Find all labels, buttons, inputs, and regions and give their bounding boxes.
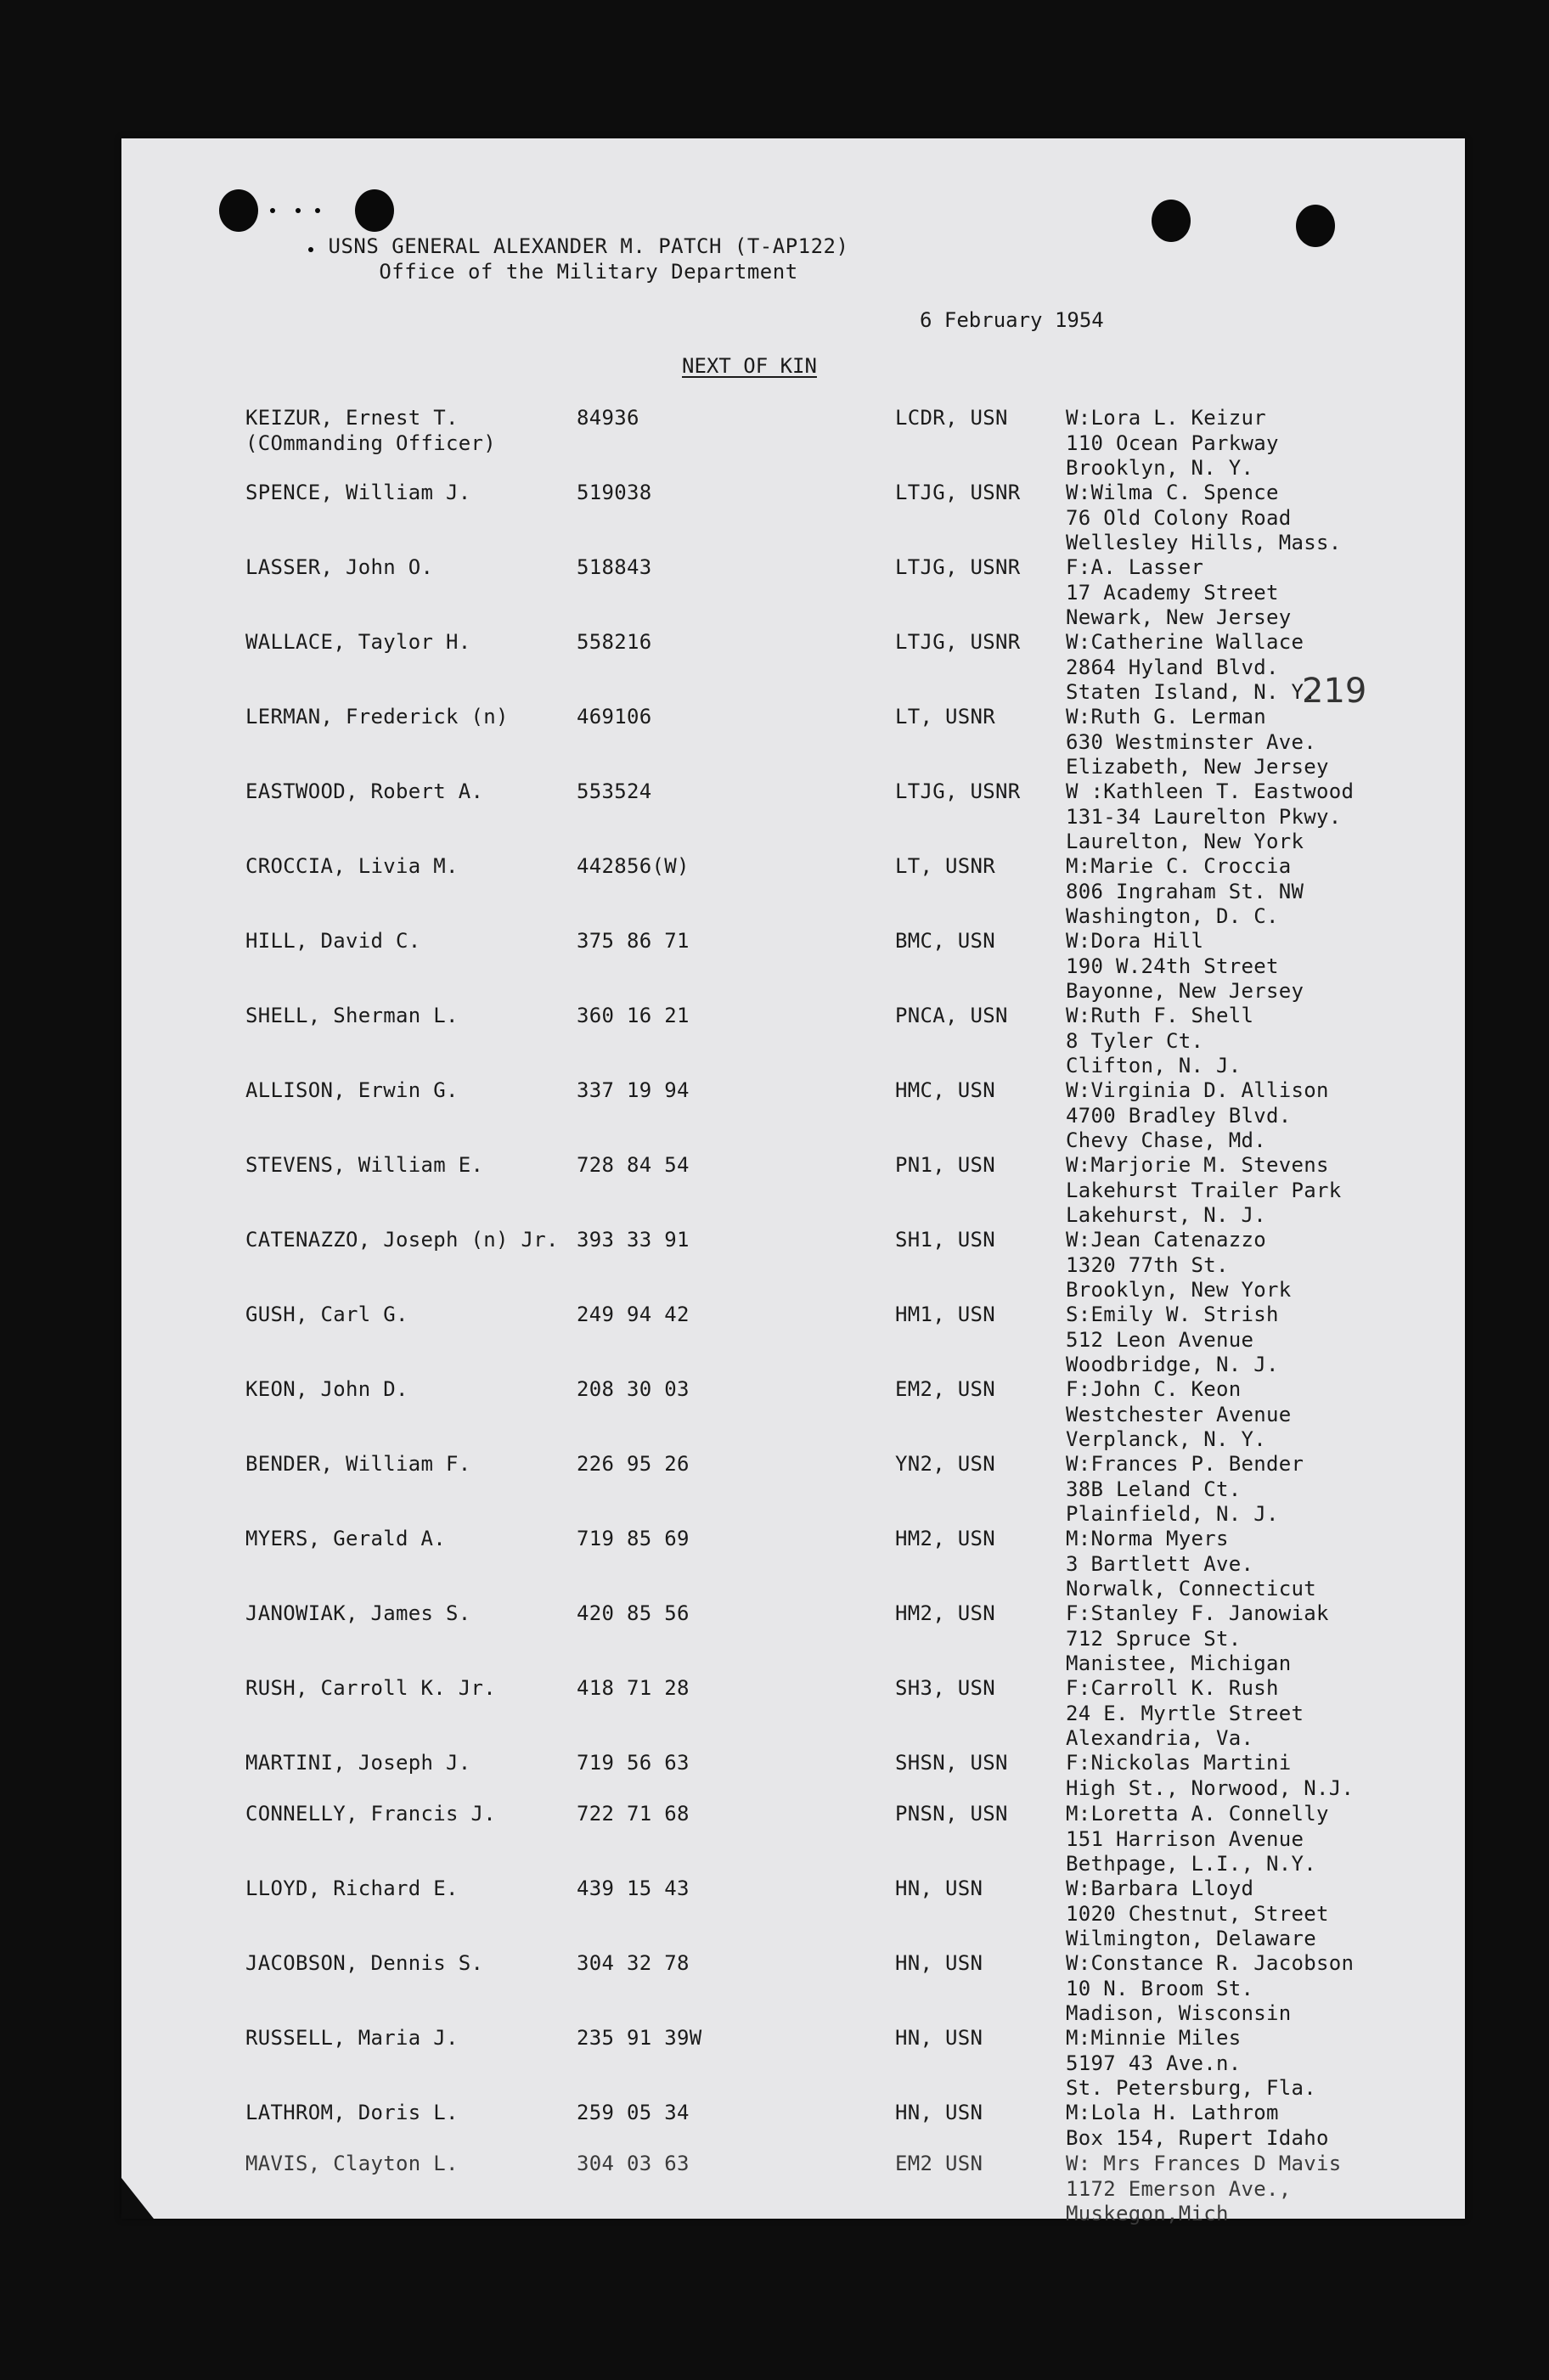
kin-entry	[245, 555, 1451, 630]
entry-service-number: 226 95 26	[577, 1452, 690, 1476]
kin-entry	[245, 1228, 1451, 1303]
entry-service-number: 304 32 78	[577, 1951, 690, 1975]
entry-service-number: 375 86 71	[577, 929, 690, 953]
entry-rank: EM2 USN	[895, 2152, 983, 2175]
ink-speck	[315, 208, 320, 213]
entry-name: BENDER, William F.	[245, 1452, 471, 1476]
entry-service-number: 420 85 56	[577, 1601, 690, 1625]
department-name: Office of the Military Department	[379, 260, 798, 284]
entry-name: MARTINI, Joseph J.	[245, 1751, 471, 1775]
kin-entry	[245, 854, 1451, 929]
folded-corner	[121, 2178, 154, 2219]
ink-speck	[270, 208, 275, 213]
entry-name: LERMAN, Frederick (n)	[245, 705, 509, 729]
entry-rank: YN2, USN	[895, 1452, 995, 1476]
entry-rank: LT, USNR	[895, 854, 995, 878]
entry-service-number: 208 30 03	[577, 1377, 690, 1401]
entry-service-number: 442856(W)	[577, 854, 690, 878]
kin-entry	[245, 481, 1451, 555]
entry-next-of-kin: W:Ruth G. Lerman 630 Westminster Ave. Elizabeth, New Jersey	[1066, 705, 1329, 779]
entry-rank: BMC, USN	[895, 929, 995, 953]
kin-entry	[245, 1876, 1451, 1951]
kin-entry	[245, 1527, 1451, 1601]
kin-entry	[245, 1153, 1451, 1228]
entry-next-of-kin: W:Jean Catenazzo 1320 77th St. Brooklyn, New York	[1066, 1228, 1292, 1302]
entry-next-of-kin: W:Frances P. Bender 38B Leland Ct. Plainfield, N. J.	[1066, 1452, 1304, 1526]
entry-rank: LT, USNR	[895, 705, 995, 729]
entry-service-number: 558216	[577, 630, 652, 654]
entry-service-number: 249 94 42	[577, 1303, 690, 1326]
entry-name: KEIZUR, Ernest T. (COmmanding Officer)	[245, 406, 496, 455]
entry-rank: HN, USN	[895, 1876, 983, 1900]
entry-next-of-kin: W:Virginia D. Allison 4700 Bradley Blvd. Chevy Chase, Md.	[1066, 1078, 1329, 1152]
entry-service-number: 553524	[577, 779, 652, 803]
kin-entry	[245, 1303, 1451, 1377]
entry-rank: SH1, USN	[895, 1228, 995, 1252]
entry-service-number: 469106	[577, 705, 652, 729]
entry-name: CATENAZZO, Joseph (n) Jr.	[245, 1228, 559, 1252]
entry-service-number: 337 19 94	[577, 1078, 690, 1102]
document-header	[121, 233, 1056, 284]
entry-service-number: 360 16 21	[577, 1004, 690, 1027]
entry-name: HILL, David C.	[245, 929, 421, 953]
entry-next-of-kin: W:Wilma C. Spence 76 Old Colony Road Wellesley Hills, Mass.	[1066, 481, 1342, 554]
entry-service-number: 235 91 39W	[577, 2026, 702, 2050]
entry-service-number: 719 85 69	[577, 1527, 690, 1550]
entry-rank: LCDR, USN	[895, 406, 1008, 430]
entry-next-of-kin: W :Kathleen T. Eastwood 131-34 Laurelton Pkwy. Laurelton, New York	[1066, 779, 1355, 853]
entry-rank: SH3, USN	[895, 1676, 995, 1700]
entry-name: LASSER, John O.	[245, 555, 434, 579]
entry-name: GUSH, Carl G.	[245, 1303, 408, 1326]
entry-next-of-kin: M:Lola H. Lathrom Box 154, Rupert Idaho	[1066, 2101, 1329, 2150]
entry-service-number: 722 71 68	[577, 1802, 690, 1826]
kin-entry	[245, 1004, 1451, 1078]
entry-rank: LTJG, USNR	[895, 481, 1021, 504]
kin-entry	[245, 2152, 1451, 2226]
entry-rank: LTJG, USNR	[895, 779, 1021, 803]
entry-service-number: 304 03 63	[577, 2152, 690, 2175]
entry-name: STEVENS, William E.	[245, 1153, 484, 1177]
entry-name: CROCCIA, Livia M.	[245, 854, 459, 878]
kin-entry	[245, 705, 1451, 779]
entry-next-of-kin: M:Norma Myers 3 Bartlett Ave. Norwalk, Connecticut	[1066, 1527, 1316, 1601]
ship-name: USNS GENERAL ALEXANDER M. PATCH (T-AP122)	[328, 234, 849, 258]
entry-name: MAVIS, Clayton L.	[245, 2152, 459, 2175]
entry-service-number: 728 84 54	[577, 1153, 690, 1177]
entry-next-of-kin: W: Mrs Frances D Mavis 1172 Emerson Ave., Muskegon,Mich	[1066, 2152, 1342, 2225]
document-title: NEXT OF KIN	[682, 354, 817, 378]
kin-entry	[245, 1676, 1451, 1751]
entry-service-number: 259 05 34	[577, 2101, 690, 2124]
kin-entry	[245, 1452, 1451, 1527]
document-page	[121, 138, 1465, 2225]
kin-entry	[245, 1078, 1451, 1153]
punch-hole-center-left	[355, 189, 394, 232]
entry-next-of-kin: W:Catherine Wallace 2864 Hyland Blvd. Staten Island, N. Y.	[1066, 630, 1316, 704]
entry-rank: PN1, USN	[895, 1153, 995, 1177]
kin-entry	[245, 1951, 1451, 2026]
entry-rank: SHSN, USN	[895, 1751, 1008, 1775]
entry-name: JANOWIAK, James S.	[245, 1601, 471, 1625]
document-date: 6 February 1954	[920, 308, 1104, 332]
kin-entry	[245, 630, 1451, 705]
kin-entry	[245, 1802, 1451, 1876]
entry-rank: HN, USN	[895, 1951, 983, 1975]
entry-next-of-kin: F:Carroll K. Rush 24 E. Myrtle Street Alexandria, Va.	[1066, 1676, 1304, 1750]
entry-name: JACOBSON, Dennis S.	[245, 1951, 484, 1975]
entry-name: RUSH, Carroll K. Jr.	[245, 1676, 496, 1700]
entry-name: SPENCE, William J.	[245, 481, 471, 504]
punch-hole-center-right	[1152, 200, 1191, 242]
entry-name: CONNELLY, Francis J.	[245, 1802, 496, 1826]
kin-entry	[245, 2101, 1451, 2152]
entry-name: SHELL, Sherman L.	[245, 1004, 459, 1027]
entry-name: KEON, John D.	[245, 1377, 408, 1401]
entry-name: WALLACE, Taylor H.	[245, 630, 471, 654]
entry-service-number: 439 15 43	[577, 1876, 690, 1900]
entry-rank: HN, USN	[895, 2101, 983, 2124]
entry-name: LATHROM, Doris L.	[245, 2101, 459, 2124]
kin-entry	[245, 1601, 1451, 1676]
entry-next-of-kin: W:Ruth F. Shell 8 Tyler Ct. Clifton, N. J.	[1066, 1004, 1254, 1077]
entry-rank: HM2, USN	[895, 1601, 995, 1625]
entry-next-of-kin: W:Constance R. Jacobson 10 N. Broom St. Madison, Wisconsin	[1066, 1951, 1355, 2025]
entry-next-of-kin: W:Barbara Lloyd 1020 Chestnut, Street Wilmington, Delaware	[1066, 1876, 1329, 1950]
entry-rank: PNSN, USN	[895, 1802, 1008, 1826]
kin-entry	[245, 406, 1451, 481]
entry-name: ALLISON, Erwin G.	[245, 1078, 459, 1102]
entry-rank: PNCA, USN	[895, 1004, 1008, 1027]
next-of-kin-list	[245, 406, 1451, 2226]
entry-rank: HMC, USN	[895, 1078, 995, 1102]
entry-rank: EM2, USN	[895, 1377, 995, 1401]
entry-rank: HN, USN	[895, 2026, 983, 2050]
entry-service-number: 418 71 28	[577, 1676, 690, 1700]
entry-name: MYERS, Gerald A.	[245, 1527, 446, 1550]
entry-rank: LTJG, USNR	[895, 555, 1021, 579]
kin-entry	[245, 779, 1451, 854]
entry-next-of-kin: F:John C. Keon Westchester Avenue Verplanck, N. Y.	[1066, 1377, 1292, 1451]
kin-entry	[245, 1751, 1451, 1802]
ink-speck	[296, 208, 301, 213]
entry-name: EASTWOOD, Robert A.	[245, 779, 484, 803]
entry-rank: HM1, USN	[895, 1303, 995, 1326]
kin-entry	[245, 2026, 1451, 2101]
entry-service-number: 518843	[577, 555, 652, 579]
kin-entry	[245, 929, 1451, 1004]
punch-hole-right	[1296, 205, 1335, 247]
entry-next-of-kin: W:Marjorie M. Stevens Lakehurst Trailer Park Lakehurst, N. J.	[1066, 1153, 1342, 1227]
kin-entry	[245, 1377, 1451, 1452]
entry-rank: LTJG, USNR	[895, 630, 1021, 654]
entry-next-of-kin: F:Stanley F. Janowiak 712 Spruce St. Manistee, Michigan	[1066, 1601, 1329, 1675]
entry-name: LLOYD, Richard E.	[245, 1876, 459, 1900]
entry-service-number: 719 56 63	[577, 1751, 690, 1775]
entry-service-number: 519038	[577, 481, 652, 504]
page-number: 219	[1302, 672, 1367, 711]
entry-next-of-kin: W:Lora L. Keizur 110 Ocean Parkway Brooklyn, N. Y.	[1066, 406, 1279, 480]
entry-next-of-kin: W:Dora Hill 190 W.24th Street Bayonne, New Jersey	[1066, 929, 1304, 1003]
punch-hole-left	[219, 189, 258, 232]
entry-next-of-kin: M:Minnie Miles 5197 43 Ave.n. St. Petersburg, Fla.	[1066, 2026, 1316, 2100]
entry-next-of-kin: F:Nickolas Martini High St., Norwood, N.J.	[1066, 1751, 1355, 1800]
entry-next-of-kin: F:A. Lasser 17 Academy Street Newark, New Jersey	[1066, 555, 1292, 629]
entry-service-number: 393 33 91	[577, 1228, 690, 1252]
entry-rank: HM2, USN	[895, 1527, 995, 1550]
entry-next-of-kin: S:Emily W. Strish 512 Leon Avenue Woodbridge, N. J.	[1066, 1303, 1279, 1376]
entry-next-of-kin: M:Loretta A. Connelly 151 Harrison Avenue Bethpage, L.I., N.Y.	[1066, 1802, 1329, 1876]
entry-service-number: 84936	[577, 406, 639, 430]
entry-next-of-kin: M:Marie C. Croccia 806 Ingraham St. NW Washington, D. C.	[1066, 854, 1304, 928]
entry-name: RUSSELL, Maria J.	[245, 2026, 459, 2050]
